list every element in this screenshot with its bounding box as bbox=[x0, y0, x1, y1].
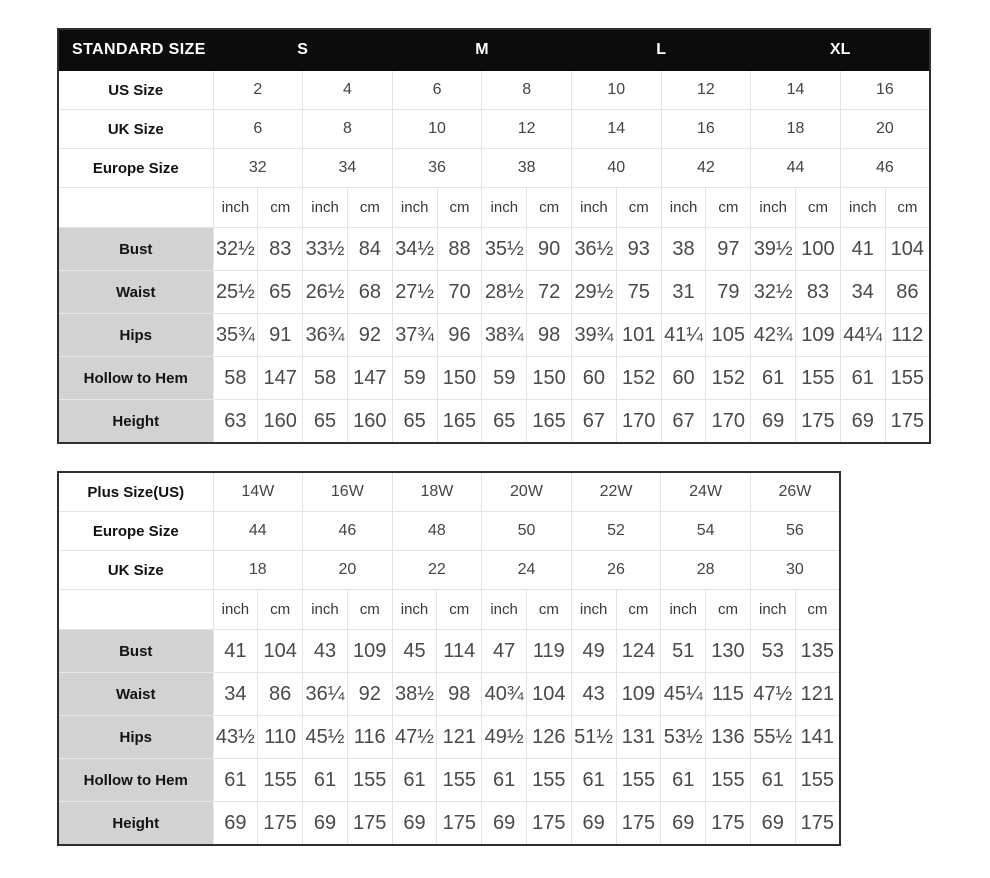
measurement-value: 61 bbox=[840, 357, 885, 400]
size-value: 10 bbox=[572, 71, 662, 110]
measurement-value: 175 bbox=[616, 802, 661, 846]
measurement-value: 40¾ bbox=[482, 673, 527, 716]
unit-label: cm bbox=[258, 188, 303, 228]
measurement-value: 39½ bbox=[751, 228, 796, 271]
measurement-value: 45¼ bbox=[661, 673, 706, 716]
measurement-value: 97 bbox=[706, 228, 751, 271]
measurement-value: 43½ bbox=[213, 716, 258, 759]
standard-size-table bbox=[57, 28, 931, 444]
size-group-l: L bbox=[572, 29, 751, 71]
row-label: US Size bbox=[58, 71, 213, 110]
size-group-s: S bbox=[213, 29, 392, 71]
size-value: 46 bbox=[303, 512, 393, 551]
measurement-value: 131 bbox=[616, 716, 661, 759]
measurement-value: 109 bbox=[796, 314, 841, 357]
row-label: Europe Size bbox=[58, 512, 213, 551]
measurement-value: 175 bbox=[885, 400, 930, 444]
measurement-value: 160 bbox=[347, 400, 392, 444]
size-conversion-row bbox=[58, 512, 840, 551]
measurement-value: 35¾ bbox=[213, 314, 258, 357]
measurement-label: Hips bbox=[58, 314, 213, 357]
size-conversion-row bbox=[58, 71, 930, 110]
measurement-value: 69 bbox=[661, 802, 706, 846]
unit-label: inch bbox=[751, 188, 796, 228]
size-value: 16 bbox=[840, 71, 930, 110]
measurement-value: 126 bbox=[526, 716, 571, 759]
unit-header-row bbox=[58, 188, 930, 228]
measurement-value: 69 bbox=[751, 400, 796, 444]
measurement-value: 170 bbox=[616, 400, 661, 444]
measurement-value: 86 bbox=[258, 673, 303, 716]
measurement-value: 147 bbox=[258, 357, 303, 400]
measurement-value: 38 bbox=[661, 228, 706, 271]
unit-label: cm bbox=[347, 188, 392, 228]
measurement-value: 63 bbox=[213, 400, 258, 444]
measurement-value: 25½ bbox=[213, 271, 258, 314]
unit-label: cm bbox=[885, 188, 930, 228]
unit-label: cm bbox=[258, 590, 303, 630]
measurement-value: 104 bbox=[258, 630, 303, 673]
measurement-value: 121 bbox=[795, 673, 840, 716]
size-value: 2 bbox=[213, 71, 303, 110]
unit-label: inch bbox=[661, 188, 706, 228]
empty-corner-cell bbox=[58, 590, 213, 630]
size-value: 44 bbox=[213, 512, 303, 551]
measurement-value: 152 bbox=[706, 357, 751, 400]
measurement-label: Waist bbox=[58, 673, 213, 716]
size-value: 18 bbox=[213, 551, 303, 590]
measurement-value: 53½ bbox=[661, 716, 706, 759]
measurement-value: 36¾ bbox=[303, 314, 348, 357]
measurement-value: 96 bbox=[437, 314, 482, 357]
measurement-value: 37¾ bbox=[392, 314, 437, 357]
measurement-value: 65 bbox=[258, 271, 303, 314]
measurement-value: 69 bbox=[840, 400, 885, 444]
measurement-value: 41¼ bbox=[661, 314, 706, 357]
measurement-value: 116 bbox=[347, 716, 392, 759]
measurement-value: 61 bbox=[571, 759, 616, 802]
size-value: 56 bbox=[750, 512, 840, 551]
size-group-m: M bbox=[392, 29, 571, 71]
size-value: 16W bbox=[303, 472, 393, 512]
measurement-value: 49½ bbox=[482, 716, 527, 759]
unit-label: inch bbox=[750, 590, 795, 630]
measurement-row bbox=[58, 314, 930, 357]
table-title: STANDARD SIZE bbox=[58, 29, 213, 71]
size-value: 8 bbox=[482, 71, 572, 110]
measurement-value: 79 bbox=[706, 271, 751, 314]
unit-label: inch bbox=[303, 188, 348, 228]
size-value: 22W bbox=[571, 472, 661, 512]
unit-label: cm bbox=[795, 590, 840, 630]
measurement-value: 136 bbox=[706, 716, 751, 759]
measurement-value: 59 bbox=[482, 357, 527, 400]
size-value: 40 bbox=[572, 149, 662, 188]
size-value: 4 bbox=[303, 71, 393, 110]
measurement-value: 124 bbox=[616, 630, 661, 673]
standard-size-table bbox=[57, 28, 931, 444]
unit-label: inch bbox=[213, 188, 258, 228]
size-value: 18 bbox=[751, 110, 841, 149]
measurement-value: 36¼ bbox=[303, 673, 348, 716]
measurement-value: 83 bbox=[796, 271, 841, 314]
size-value: 6 bbox=[392, 71, 482, 110]
unit-label: cm bbox=[347, 590, 392, 630]
size-value: 26W bbox=[750, 472, 840, 512]
measurement-value: 70 bbox=[437, 271, 482, 314]
row-label: UK Size bbox=[58, 110, 213, 149]
plus-size-table bbox=[57, 471, 841, 846]
measurement-value: 69 bbox=[571, 802, 616, 846]
row-label: Europe Size bbox=[58, 149, 213, 188]
unit-label: inch bbox=[392, 188, 437, 228]
measurement-value: 155 bbox=[795, 759, 840, 802]
unit-label: cm bbox=[706, 590, 751, 630]
measurement-value: 49 bbox=[571, 630, 616, 673]
size-value: 16 bbox=[661, 110, 751, 149]
measurement-row bbox=[58, 400, 930, 444]
measurement-value: 160 bbox=[258, 400, 303, 444]
unit-label: inch bbox=[572, 188, 617, 228]
measurement-value: 68 bbox=[347, 271, 392, 314]
size-value: 24 bbox=[482, 551, 572, 590]
unit-header-row bbox=[58, 590, 840, 630]
measurement-value: 175 bbox=[706, 802, 751, 846]
measurement-value: 34 bbox=[213, 673, 258, 716]
size-value: 12 bbox=[482, 110, 572, 149]
measurement-value: 104 bbox=[885, 228, 930, 271]
unit-label: cm bbox=[616, 188, 661, 228]
unit-label: cm bbox=[527, 188, 572, 228]
size-value: 46 bbox=[840, 149, 930, 188]
measurement-value: 114 bbox=[437, 630, 482, 673]
measurement-value: 84 bbox=[347, 228, 392, 271]
measurement-label: Bust bbox=[58, 228, 213, 271]
measurement-value: 119 bbox=[526, 630, 571, 673]
measurement-value: 93 bbox=[616, 228, 661, 271]
measurement-value: 47½ bbox=[392, 716, 437, 759]
measurement-value: 155 bbox=[526, 759, 571, 802]
measurement-value: 27½ bbox=[392, 271, 437, 314]
measurement-value: 91 bbox=[258, 314, 303, 357]
measurement-value: 26½ bbox=[303, 271, 348, 314]
measurement-value: 65 bbox=[392, 400, 437, 444]
measurement-value: 165 bbox=[437, 400, 482, 444]
measurement-row bbox=[58, 716, 840, 759]
measurement-value: 61 bbox=[661, 759, 706, 802]
unit-label: inch bbox=[392, 590, 437, 630]
measurement-value: 98 bbox=[527, 314, 572, 357]
measurement-value: 45½ bbox=[303, 716, 348, 759]
measurement-value: 101 bbox=[616, 314, 661, 357]
measurement-value: 61 bbox=[750, 759, 795, 802]
measurement-value: 175 bbox=[526, 802, 571, 846]
size-value: 54 bbox=[661, 512, 751, 551]
measurement-value: 65 bbox=[482, 400, 527, 444]
measurement-value: 112 bbox=[885, 314, 930, 357]
size-value: 18W bbox=[392, 472, 482, 512]
measurement-value: 92 bbox=[347, 314, 392, 357]
unit-label: inch bbox=[840, 188, 885, 228]
measurement-row bbox=[58, 357, 930, 400]
measurement-value: 155 bbox=[347, 759, 392, 802]
measurement-value: 41 bbox=[213, 630, 258, 673]
measurement-value: 67 bbox=[661, 400, 706, 444]
table-header-row bbox=[58, 29, 930, 71]
measurement-value: 47½ bbox=[750, 673, 795, 716]
measurement-value: 72 bbox=[527, 271, 572, 314]
measurement-value: 60 bbox=[572, 357, 617, 400]
measurement-value: 105 bbox=[706, 314, 751, 357]
unit-label: cm bbox=[616, 590, 661, 630]
size-value: 14 bbox=[751, 71, 841, 110]
size-value: 20 bbox=[840, 110, 930, 149]
measurement-value: 147 bbox=[347, 357, 392, 400]
measurement-value: 69 bbox=[303, 802, 348, 846]
measurement-value: 175 bbox=[796, 400, 841, 444]
measurement-value: 58 bbox=[303, 357, 348, 400]
size-value: 30 bbox=[750, 551, 840, 590]
measurement-value: 39¾ bbox=[572, 314, 617, 357]
unit-label: cm bbox=[526, 590, 571, 630]
measurement-value: 32½ bbox=[213, 228, 258, 271]
measurement-value: 155 bbox=[706, 759, 751, 802]
measurement-value: 65 bbox=[303, 400, 348, 444]
size-conversion-row bbox=[58, 472, 840, 512]
measurement-value: 29½ bbox=[572, 271, 617, 314]
size-value: 32 bbox=[213, 149, 303, 188]
measurement-value: 69 bbox=[750, 802, 795, 846]
measurement-value: 61 bbox=[751, 357, 796, 400]
unit-label: cm bbox=[796, 188, 841, 228]
size-value: 24W bbox=[661, 472, 751, 512]
size-conversion-row bbox=[58, 551, 840, 590]
measurement-value: 60 bbox=[661, 357, 706, 400]
measurement-value: 155 bbox=[885, 357, 930, 400]
unit-label: inch bbox=[482, 590, 527, 630]
measurement-value: 150 bbox=[527, 357, 572, 400]
measurement-value: 35½ bbox=[482, 228, 527, 271]
size-value: 38 bbox=[482, 149, 572, 188]
size-value: 6 bbox=[213, 110, 303, 149]
measurement-value: 130 bbox=[706, 630, 751, 673]
size-value: 52 bbox=[571, 512, 661, 551]
measurement-value: 41 bbox=[840, 228, 885, 271]
measurement-value: 98 bbox=[437, 673, 482, 716]
measurement-row bbox=[58, 630, 840, 673]
measurement-row bbox=[58, 271, 930, 314]
measurement-label: Height bbox=[58, 400, 213, 444]
row-label: UK Size bbox=[58, 551, 213, 590]
measurement-value: 67 bbox=[572, 400, 617, 444]
measurement-value: 34½ bbox=[392, 228, 437, 271]
measurement-value: 38¾ bbox=[482, 314, 527, 357]
size-value: 14 bbox=[572, 110, 662, 149]
measurement-value: 92 bbox=[347, 673, 392, 716]
measurement-label: Hollow to Hem bbox=[58, 357, 213, 400]
measurement-value: 155 bbox=[796, 357, 841, 400]
measurement-value: 104 bbox=[526, 673, 571, 716]
measurement-value: 152 bbox=[616, 357, 661, 400]
measurement-value: 36½ bbox=[572, 228, 617, 271]
measurement-value: 51 bbox=[661, 630, 706, 673]
measurement-value: 175 bbox=[347, 802, 392, 846]
measurement-value: 43 bbox=[303, 630, 348, 673]
size-value: 26 bbox=[571, 551, 661, 590]
size-value: 10 bbox=[392, 110, 482, 149]
measurement-value: 115 bbox=[706, 673, 751, 716]
measurement-row bbox=[58, 759, 840, 802]
measurement-value: 109 bbox=[616, 673, 661, 716]
measurement-value: 69 bbox=[213, 802, 258, 846]
measurement-value: 155 bbox=[258, 759, 303, 802]
measurement-value: 88 bbox=[437, 228, 482, 271]
row-label: Plus Size(US) bbox=[58, 472, 213, 512]
measurement-value: 51½ bbox=[571, 716, 616, 759]
measurement-value: 42¾ bbox=[751, 314, 796, 357]
measurement-value: 69 bbox=[392, 802, 437, 846]
measurement-row bbox=[58, 228, 930, 271]
size-value: 42 bbox=[661, 149, 751, 188]
unit-label: cm bbox=[706, 188, 751, 228]
measurement-label: Hollow to Hem bbox=[58, 759, 213, 802]
unit-label: inch bbox=[661, 590, 706, 630]
unit-label: cm bbox=[437, 188, 482, 228]
size-value: 28 bbox=[661, 551, 751, 590]
measurement-value: 100 bbox=[796, 228, 841, 271]
measurement-value: 155 bbox=[437, 759, 482, 802]
measurement-value: 33½ bbox=[303, 228, 348, 271]
measurement-label: Bust bbox=[58, 630, 213, 673]
measurement-value: 86 bbox=[885, 271, 930, 314]
size-value: 50 bbox=[482, 512, 572, 551]
size-conversion-row bbox=[58, 110, 930, 149]
measurement-value: 32½ bbox=[751, 271, 796, 314]
size-value: 20 bbox=[303, 551, 393, 590]
size-group-xl: XL bbox=[751, 29, 930, 71]
measurement-value: 141 bbox=[795, 716, 840, 759]
plus-size-table bbox=[57, 471, 841, 846]
measurement-value: 47 bbox=[482, 630, 527, 673]
measurement-value: 175 bbox=[258, 802, 303, 846]
measurement-value: 155 bbox=[616, 759, 661, 802]
measurement-value: 110 bbox=[258, 716, 303, 759]
measurement-value: 165 bbox=[527, 400, 572, 444]
measurement-value: 175 bbox=[795, 802, 840, 846]
measurement-value: 61 bbox=[213, 759, 258, 802]
unit-label: inch bbox=[303, 590, 348, 630]
measurement-row bbox=[58, 673, 840, 716]
measurement-value: 90 bbox=[527, 228, 572, 271]
size-value: 34 bbox=[303, 149, 393, 188]
measurement-value: 44¼ bbox=[840, 314, 885, 357]
empty-corner-cell bbox=[58, 188, 213, 228]
measurement-value: 69 bbox=[482, 802, 527, 846]
measurement-value: 61 bbox=[482, 759, 527, 802]
measurement-value: 170 bbox=[706, 400, 751, 444]
measurement-value: 75 bbox=[616, 271, 661, 314]
size-value: 48 bbox=[392, 512, 482, 551]
size-conversion-row bbox=[58, 149, 930, 188]
unit-label: inch bbox=[213, 590, 258, 630]
unit-label: inch bbox=[482, 188, 527, 228]
size-value: 36 bbox=[392, 149, 482, 188]
measurement-value: 61 bbox=[392, 759, 437, 802]
measurement-value: 28½ bbox=[482, 271, 527, 314]
measurement-value: 45 bbox=[392, 630, 437, 673]
measurement-value: 83 bbox=[258, 228, 303, 271]
size-value: 22 bbox=[392, 551, 482, 590]
size-value: 8 bbox=[303, 110, 393, 149]
measurement-label: Waist bbox=[58, 271, 213, 314]
unit-label: inch bbox=[571, 590, 616, 630]
measurement-label: Hips bbox=[58, 716, 213, 759]
measurement-value: 150 bbox=[437, 357, 482, 400]
size-value: 20W bbox=[482, 472, 572, 512]
measurement-value: 53 bbox=[750, 630, 795, 673]
size-value: 44 bbox=[751, 149, 841, 188]
measurement-value: 109 bbox=[347, 630, 392, 673]
measurement-value: 38½ bbox=[392, 673, 437, 716]
measurement-value: 61 bbox=[303, 759, 348, 802]
measurement-value: 175 bbox=[437, 802, 482, 846]
measurement-value: 135 bbox=[795, 630, 840, 673]
size-value: 14W bbox=[213, 472, 303, 512]
measurement-value: 59 bbox=[392, 357, 437, 400]
measurement-value: 43 bbox=[571, 673, 616, 716]
measurement-value: 31 bbox=[661, 271, 706, 314]
size-value: 12 bbox=[661, 71, 751, 110]
measurement-value: 55½ bbox=[750, 716, 795, 759]
unit-label: cm bbox=[437, 590, 482, 630]
measurement-value: 58 bbox=[213, 357, 258, 400]
measurement-row bbox=[58, 802, 840, 846]
measurement-value: 34 bbox=[840, 271, 885, 314]
measurement-value: 121 bbox=[437, 716, 482, 759]
measurement-label: Height bbox=[58, 802, 213, 846]
